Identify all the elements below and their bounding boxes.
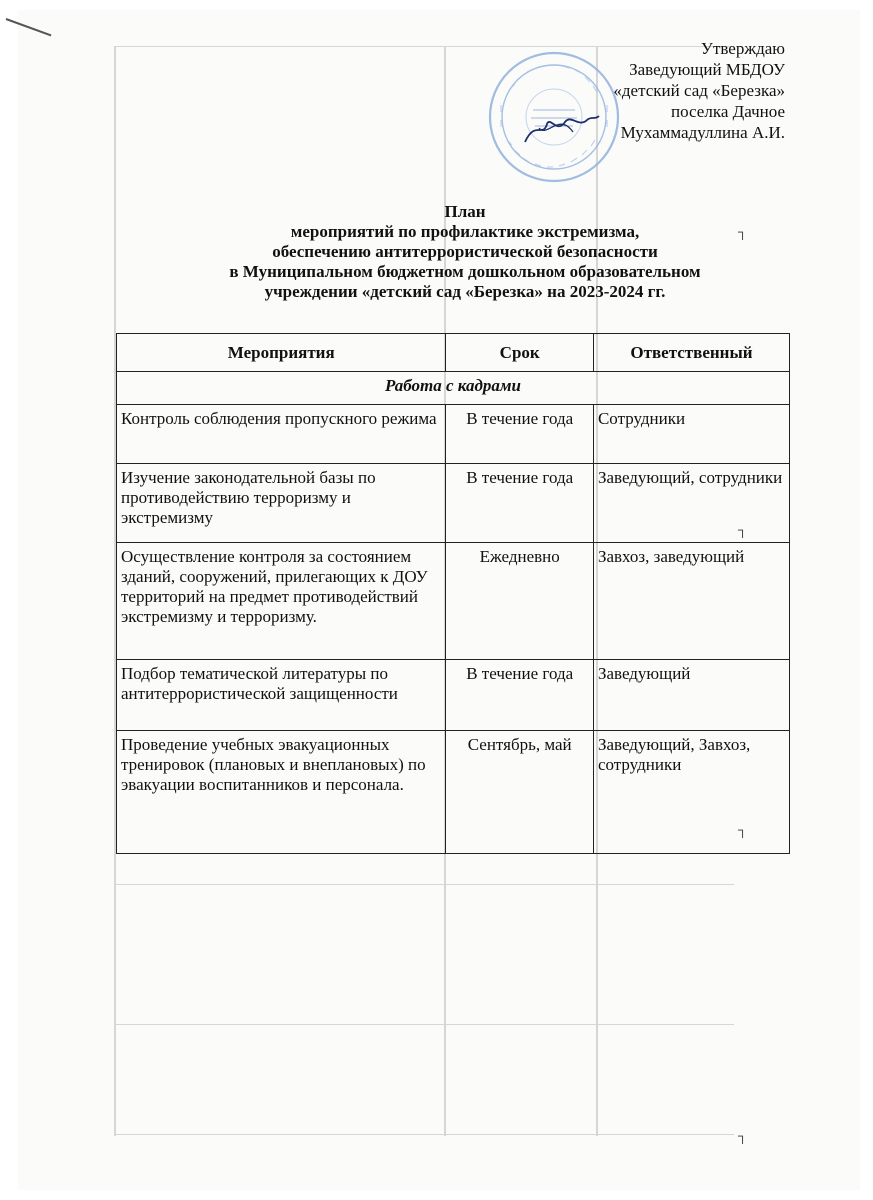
term-cell: Сентябрь, май — [446, 731, 594, 854]
title-line: обеспечению антитеррористической безопасности — [272, 242, 658, 261]
event-cell: Подбор тематической литературы по антитеррористической защищенности — [117, 660, 446, 731]
approval-line: Заведующий МБДОУ — [629, 60, 785, 79]
term-cell: Ежедневно — [446, 543, 594, 660]
section-title: Работа с кадрами — [117, 372, 790, 405]
responsible-cell: Заведующий, Завхоз, сотрудники — [593, 731, 789, 854]
table-row — [117, 660, 790, 731]
bleed-through-line — [114, 1024, 734, 1025]
title-line: в Муниципальном бюджетном дошкольном образовательном — [229, 262, 701, 281]
plan-table — [116, 333, 790, 854]
responsible-cell: Завхоз, заведующий — [593, 543, 789, 660]
term-cell: В течение года — [446, 405, 594, 464]
responsible-cell: Заведующий — [593, 660, 789, 731]
term-cell: В течение года — [446, 464, 594, 543]
approval-line: Мухаммадуллина А.И. — [620, 123, 785, 142]
scan-tick-mark: ┐ — [738, 1128, 748, 1143]
table-row — [117, 731, 790, 854]
event-cell: Осуществление контроля за состоянием зданий, сооружений, прилегающих к ДОУ территорий на предмет противодействий экстремизму и терроризму. — [117, 543, 446, 660]
term-cell: В течение года — [446, 660, 594, 731]
document-title — [170, 202, 760, 302]
section-row — [117, 372, 790, 405]
header-responsible: Ответственный — [593, 334, 789, 372]
event-cell: Проведение учебных эвакуационных тренировок (плановых и внеплановых) по эвакуации воспитанников и персонала. — [117, 731, 446, 854]
title-line: План — [444, 202, 486, 221]
approval-block — [613, 38, 785, 143]
bleed-through-line — [114, 884, 734, 885]
event-cell: Контроль соблюдения пропускного режима — [117, 405, 446, 464]
approval-line: «детский сад «Березка» — [613, 81, 785, 100]
table-row — [117, 543, 790, 660]
table-row — [117, 405, 790, 464]
title-line: мероприятий по профилактике экстремизма, — [290, 222, 640, 241]
title-line: учреждении «детский сад «Березка» на 2023-2024 гг. — [264, 282, 666, 301]
approval-line: поселка Дачное — [671, 102, 785, 121]
table-header-row — [117, 334, 790, 372]
responsible-cell: Сотрудники — [593, 405, 789, 464]
scan-tick-mark: ┐ — [738, 522, 748, 537]
scan-tick-mark: ┐ — [738, 224, 748, 239]
table-row — [117, 464, 790, 543]
header-term: Срок — [446, 334, 594, 372]
approval-line: Утверждаю — [700, 39, 785, 58]
bleed-through-line — [114, 1134, 734, 1135]
official-stamp — [487, 50, 621, 184]
scan-tick-mark: ┐ — [738, 822, 748, 837]
event-cell: Изучение законодательной базы по противодействию терроризму и экстремизму — [117, 464, 446, 543]
responsible-cell: Заведующий, сотрудники — [593, 464, 789, 543]
header-events: Мероприятия — [117, 334, 446, 372]
